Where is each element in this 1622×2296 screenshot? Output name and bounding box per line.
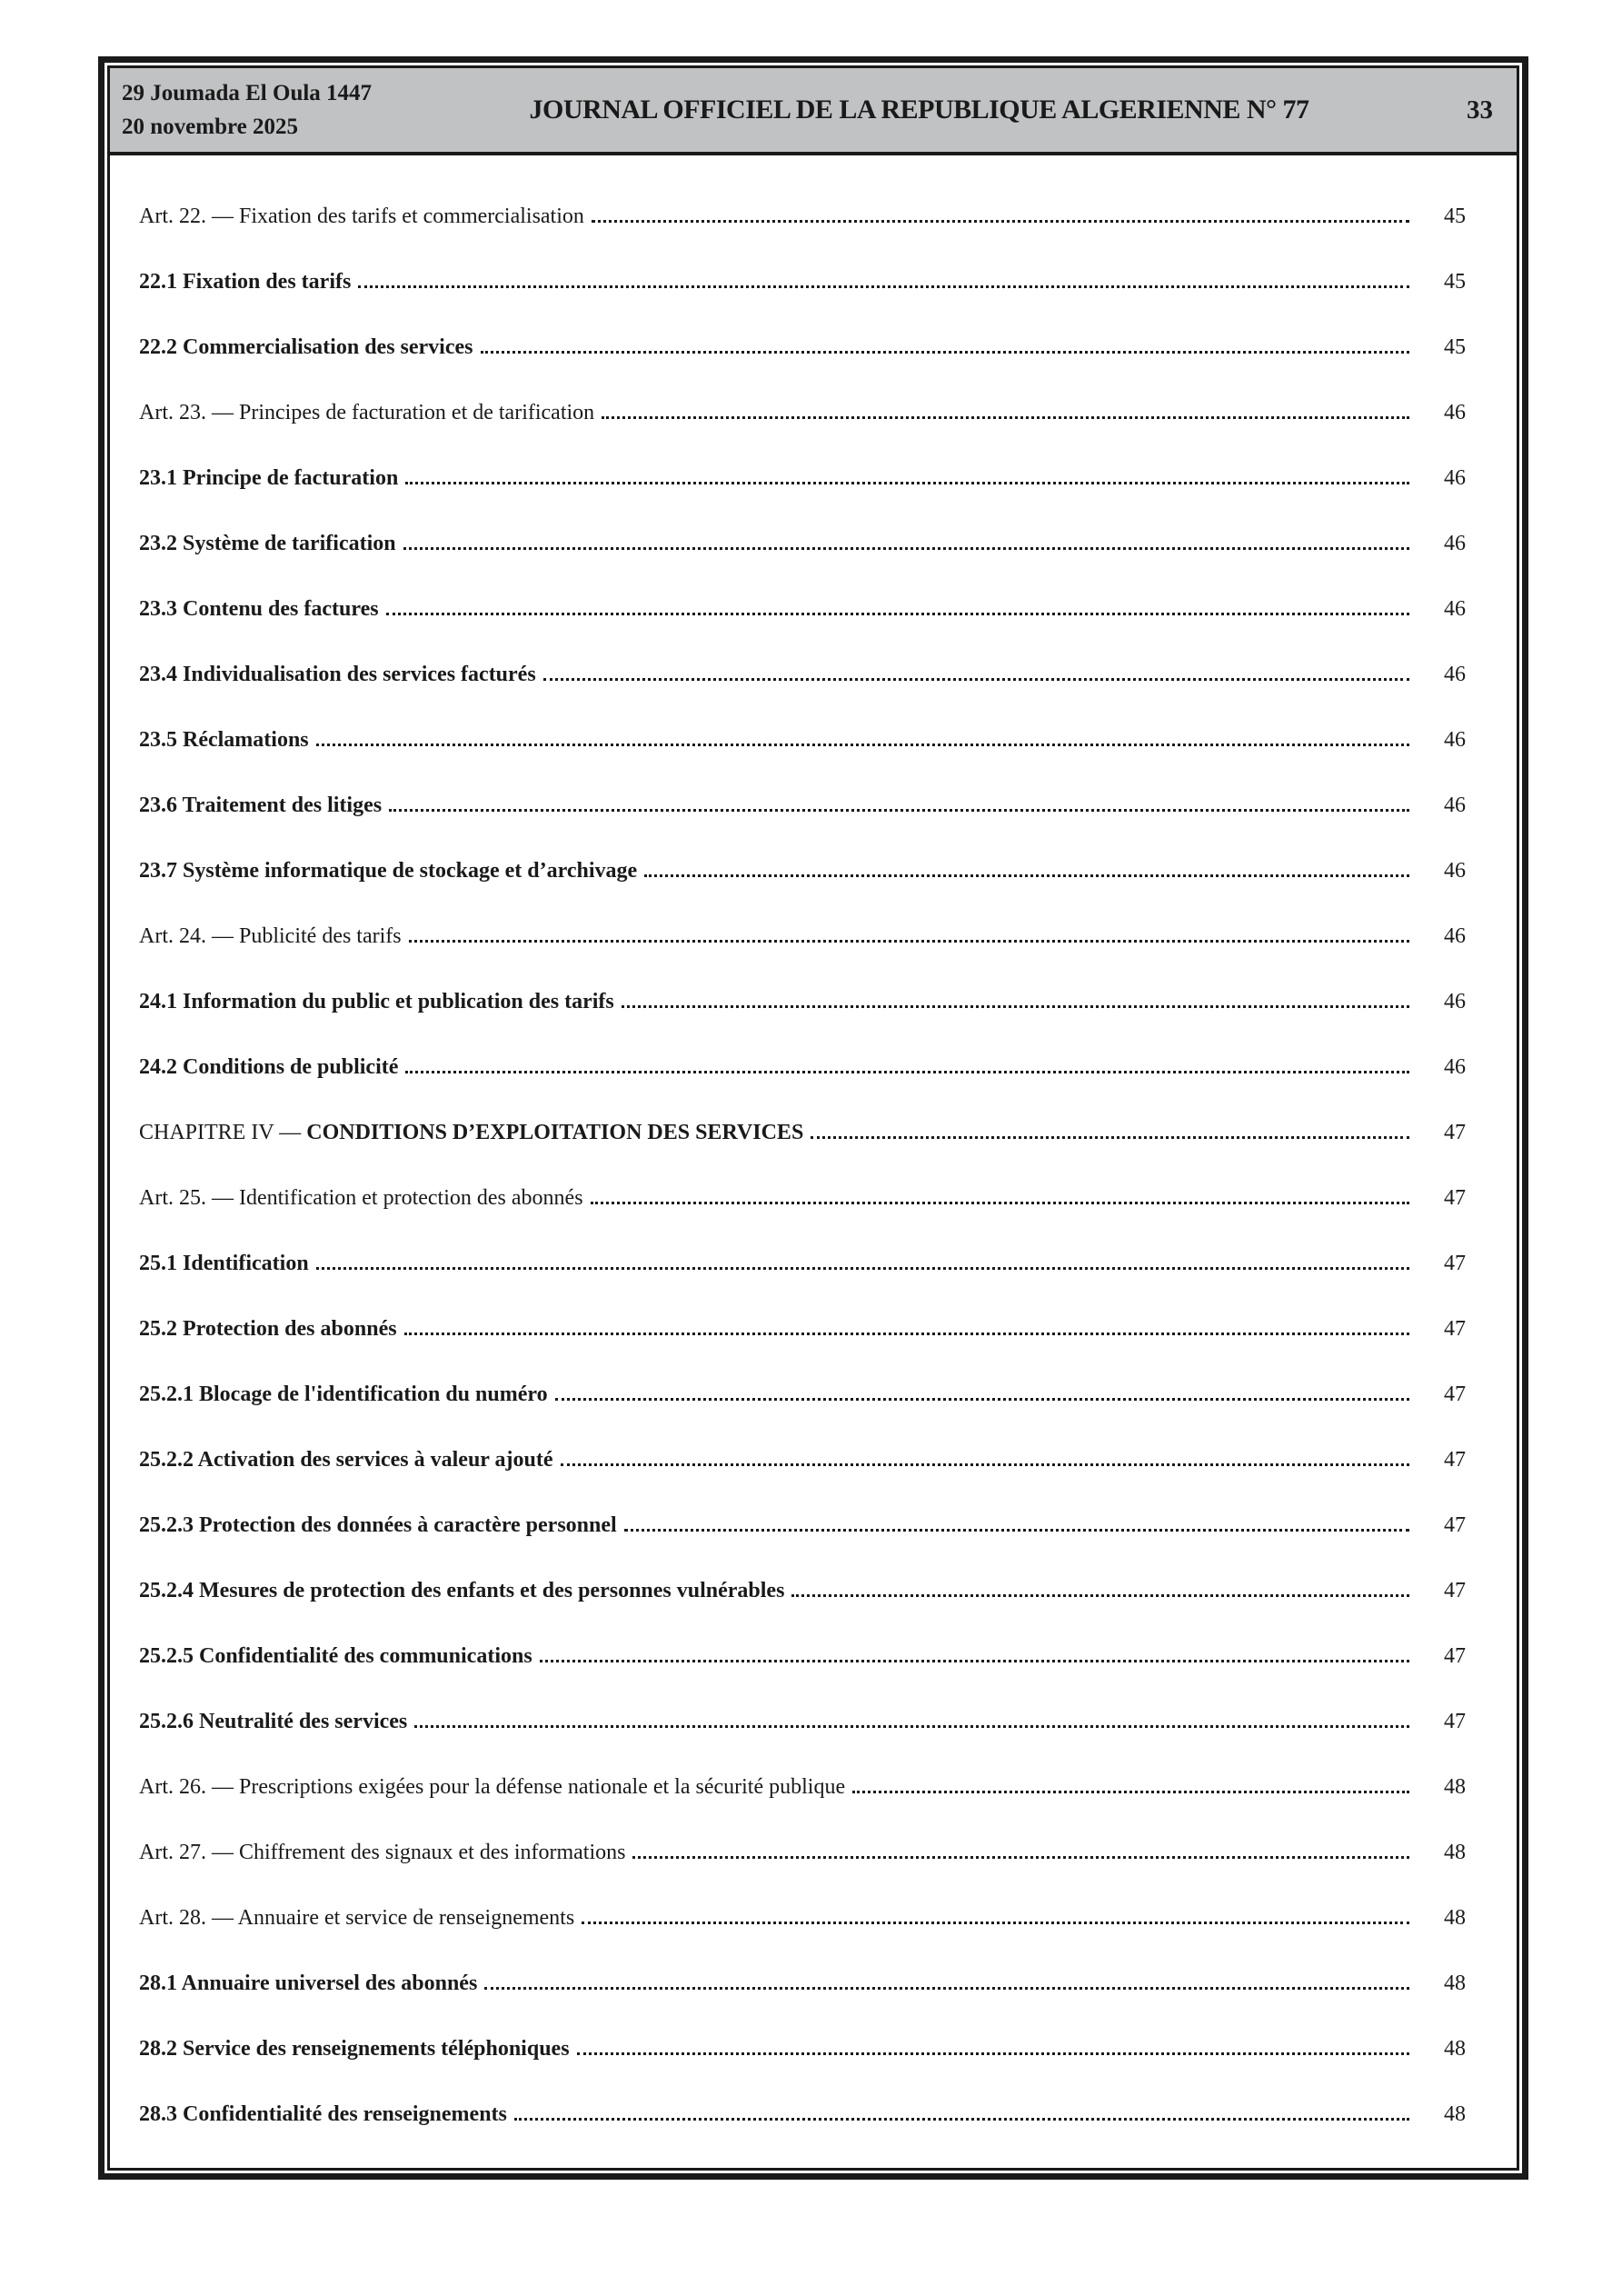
masthead xyxy=(110,68,1517,155)
toc-entry-page: 48 xyxy=(1444,2102,1466,2126)
toc-entry xyxy=(139,1575,1466,1606)
toc-entry xyxy=(139,1183,1466,1213)
dot-leader xyxy=(543,678,1409,681)
table-of-contents xyxy=(110,155,1517,2168)
dot-leader xyxy=(592,220,1409,223)
dot-leader xyxy=(386,613,1409,615)
toc-entry-label: 22.2 Commercialisation des services xyxy=(139,335,473,359)
toc-entry-page: 47 xyxy=(1444,1579,1466,1602)
dot-leader xyxy=(624,1529,1409,1532)
dot-leader xyxy=(632,1856,1409,1859)
masthead-dates xyxy=(122,76,372,144)
toc-entry-page: 48 xyxy=(1444,1841,1466,1864)
date-hijri: 29 Joumada El Oula 1447 xyxy=(122,81,373,105)
toc-entry-label: Art. 22. — Fixation des tarifs et commercialisation xyxy=(139,205,584,228)
toc-entry xyxy=(139,2099,1466,2130)
toc-entry-page: 46 xyxy=(1444,794,1466,817)
toc-entry-label: 24.1 Information du public et publication des tarifs xyxy=(139,990,614,1013)
dot-leader xyxy=(404,1333,1409,1335)
toc-entry-page: 47 xyxy=(1444,1121,1466,1144)
journal-title: JOURNAL OFFICIEL DE LA REPUBLIQUE ALGERIENNE N° 77 xyxy=(529,95,1309,125)
dot-leader xyxy=(852,1791,1409,1793)
toc-entry xyxy=(139,1968,1466,1999)
dot-leader xyxy=(405,482,1409,484)
toc-entry xyxy=(139,528,1466,559)
toc-entry-page: 47 xyxy=(1444,1317,1466,1341)
toc-entry-page: 47 xyxy=(1444,1383,1466,1406)
dot-leader xyxy=(405,1071,1409,1073)
toc-entry-label: 25.2.5 Confidentialité des communications xyxy=(139,1644,532,1668)
dot-leader xyxy=(811,1136,1409,1139)
toc-entry xyxy=(139,724,1466,755)
toc-entry-label: 28.3 Confidentialité des renseignements xyxy=(139,2102,507,2126)
toc-entry xyxy=(139,1772,1466,1802)
toc-entry-page: 47 xyxy=(1444,1448,1466,1472)
dot-leader xyxy=(622,1005,1409,1008)
toc-entry xyxy=(139,790,1466,821)
toc-entry-label: 23.4 Individualisation des services facturés xyxy=(139,663,536,686)
toc-entry xyxy=(139,1379,1466,1410)
toc-entry xyxy=(139,1641,1466,1672)
page-frame-inner xyxy=(107,65,1519,2171)
toc-entry xyxy=(139,1444,1466,1475)
page-frame-outer xyxy=(98,56,1528,2180)
toc-entry xyxy=(139,1313,1466,1344)
toc-entry xyxy=(139,332,1466,363)
toc-entry xyxy=(139,201,1466,232)
toc-entry-label: CHAPITRE IV — CONDITIONS D’EXPLOITATION DES SERVICES xyxy=(139,1121,804,1144)
dot-leader xyxy=(577,2052,1409,2055)
dot-leader xyxy=(591,1202,1409,1204)
toc-entry-label: 25.2 Protection des abonnés xyxy=(139,1317,397,1341)
toc-entry xyxy=(139,1706,1466,1737)
toc-entry-page: 47 xyxy=(1444,1252,1466,1275)
dot-leader xyxy=(484,1987,1409,1990)
toc-entry-page: 46 xyxy=(1444,401,1466,424)
toc-entry-label: 25.2.1 Blocage de l'identification du numéro xyxy=(139,1383,548,1406)
dot-leader xyxy=(644,874,1409,877)
toc-entry-page: 47 xyxy=(1444,1710,1466,1733)
dot-leader xyxy=(358,285,1409,288)
dot-leader xyxy=(514,2118,1409,2121)
dot-leader xyxy=(316,744,1409,746)
toc-entry-page: 46 xyxy=(1444,597,1466,621)
toc-entry-label: 23.1 Principe de facturation xyxy=(139,466,399,490)
dot-leader xyxy=(316,1267,1409,1270)
toc-entry-label: 23.7 Système informatique de stockage et d’archivage xyxy=(139,859,638,883)
toc-entry-label: Art. 23. — Principes de facturation et de tarification xyxy=(139,401,595,424)
toc-entry xyxy=(139,659,1466,690)
toc-entry-label: Art. 27. — Chiffrement des signaux et des informations xyxy=(139,1841,626,1864)
toc-entry xyxy=(139,986,1466,1017)
dot-leader xyxy=(389,809,1409,812)
toc-entry-label: 28.1 Annuaire universel des abonnés xyxy=(139,1972,478,1995)
toc-entry xyxy=(139,1902,1466,1933)
toc-entry-label: 23.2 Système de tarification xyxy=(139,532,396,555)
toc-entry-page: 46 xyxy=(1444,663,1466,686)
toc-entry-label: 25.2.3 Protection des données à caractère personnel xyxy=(139,1513,617,1537)
toc-entry xyxy=(139,594,1466,624)
toc-entry-label: 25.2.2 Activation des services à valeur ajouté xyxy=(139,1448,553,1472)
toc-entry-label: 25.2.4 Mesures de protection des enfants et des personnes vulnérables xyxy=(139,1579,785,1602)
toc-entry-page: 47 xyxy=(1444,1513,1466,1537)
toc-entry xyxy=(139,266,1466,297)
dot-leader xyxy=(582,1922,1409,1924)
toc-entry xyxy=(139,463,1466,494)
dot-leader xyxy=(561,1463,1410,1466)
toc-entry-page: 46 xyxy=(1444,924,1466,948)
toc-entry xyxy=(139,1117,1466,1148)
dot-leader xyxy=(602,416,1409,419)
toc-entry-label: Art. 28. — Annuaire et service de renseignements xyxy=(139,1906,575,1930)
toc-entry-label: 25.1 Identification xyxy=(139,1252,309,1275)
toc-entry xyxy=(139,397,1466,428)
toc-entry-label: 22.1 Fixation des tarifs xyxy=(139,270,352,294)
toc-entry-page: 45 xyxy=(1444,270,1466,294)
toc-entry-page: 47 xyxy=(1444,1186,1466,1210)
toc-entry-page: 48 xyxy=(1444,2037,1466,2061)
toc-entry xyxy=(139,2033,1466,2064)
dot-leader xyxy=(409,940,1409,943)
toc-entry-page: 48 xyxy=(1444,1775,1466,1799)
toc-entry-label: 28.2 Service des renseignements téléphoniques xyxy=(139,2037,570,2061)
toc-entry xyxy=(139,1052,1466,1083)
dot-leader xyxy=(403,547,1409,550)
date-gregorian: 20 novembre 2025 xyxy=(122,115,298,139)
toc-entry-page: 46 xyxy=(1444,466,1466,490)
dot-leader xyxy=(791,1594,1409,1597)
toc-entry-page: 48 xyxy=(1444,1906,1466,1930)
dot-leader xyxy=(540,1660,1409,1662)
toc-entry-label: 23.5 Réclamations xyxy=(139,728,309,752)
toc-entry-page: 45 xyxy=(1444,335,1466,359)
toc-entry xyxy=(139,1837,1466,1868)
toc-entry-page: 46 xyxy=(1444,990,1466,1013)
toc-entry-label: 23.6 Traitement des litiges xyxy=(139,794,383,817)
toc-entry-label: Art. 24. — Publicité des tarifs xyxy=(139,924,402,948)
page-number: 33 xyxy=(1467,95,1493,125)
toc-entry-page: 46 xyxy=(1444,532,1466,555)
toc-entry-page: 46 xyxy=(1444,859,1466,883)
toc-entry-label: 23.3 Contenu des factures xyxy=(139,597,379,621)
toc-entry-label: Art. 26. — Prescriptions exigées pour la défense nationale et la sécurité publique xyxy=(139,1775,846,1799)
dot-leader xyxy=(555,1398,1409,1401)
toc-entry-page: 46 xyxy=(1444,1055,1466,1079)
toc-entry-page: 45 xyxy=(1444,205,1466,228)
toc-entry xyxy=(139,921,1466,952)
toc-entry-label: 25.2.6 Neutralité des services xyxy=(139,1710,408,1733)
dot-leader xyxy=(414,1725,1409,1728)
toc-entry-page: 46 xyxy=(1444,728,1466,752)
toc-entry xyxy=(139,1248,1466,1279)
toc-entry-label: Art. 25. — Identification et protection des abonnés xyxy=(139,1186,583,1210)
dot-leader xyxy=(481,351,1410,354)
toc-entry-label: 24.2 Conditions de publicité xyxy=(139,1055,399,1079)
toc-entry xyxy=(139,855,1466,886)
toc-entry-page: 48 xyxy=(1444,1972,1466,1995)
toc-entry xyxy=(139,1510,1466,1541)
toc-entry-page: 47 xyxy=(1444,1644,1466,1668)
